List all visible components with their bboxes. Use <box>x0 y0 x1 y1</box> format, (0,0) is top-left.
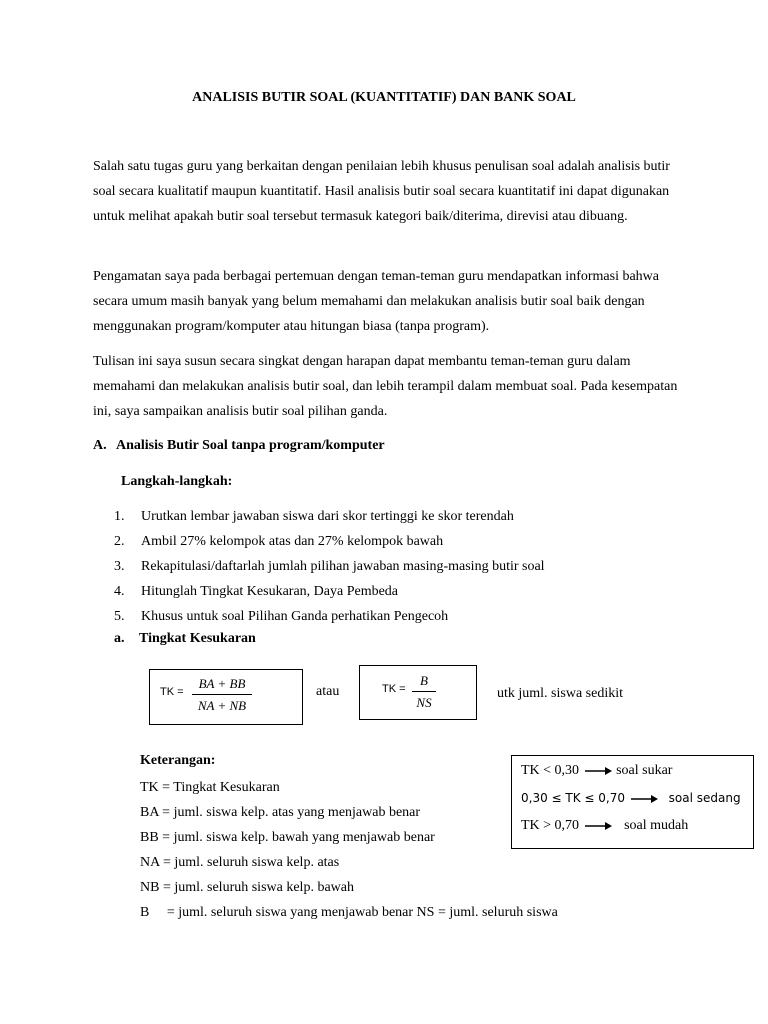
step-number: 5. <box>114 609 125 624</box>
document-title: ANALISIS BUTIR SOAL (KUANTITATIF) DAN BANK SOAL <box>192 90 576 105</box>
keterangan-heading: Keterangan: <box>140 753 216 768</box>
definitions-list <box>140 775 558 925</box>
formula-numerator: BA + BB <box>192 676 252 695</box>
criteria-condition: 0,30 ≤ TK ≤ 0,70 <box>521 791 626 805</box>
criteria-row <box>521 763 672 779</box>
criteria-box <box>511 755 754 849</box>
step-text: Khusus untuk soal Pilihan Ganda perhatikan Pengecoh <box>141 609 449 624</box>
formula-fraction <box>412 673 436 711</box>
arrow-right-icon <box>629 794 659 804</box>
criteria-row <box>521 791 741 805</box>
subsection-a-title: Tingkat Kesukaran <box>139 631 256 646</box>
formula-note: utk juml. siswa sedikit <box>497 686 623 701</box>
paragraph-observation: Pengamatan saya pada berbagai pertemuan dengan teman-teman guru mendapatkan informasi bahwa secara umum masih banyak yang belum memahami dan melakukan analisis butir soal baik dengan menggunakan program/komputer atau hitungan biasa (tanpa program). <box>93 269 659 334</box>
formula-fraction <box>192 676 252 714</box>
section-a-heading <box>93 438 385 454</box>
formula-box-group <box>149 669 303 725</box>
step-text: Hitunglah Tingkat Kesukaran, Daya Pembeda <box>141 584 399 599</box>
step-number: 2. <box>114 534 125 549</box>
list-item <box>93 529 545 554</box>
step-text: Ambil 27% kelompok atas dan 27% kelompok bawah <box>141 534 444 549</box>
list-item: TK = Tingkat Kesukaran <box>140 780 280 795</box>
step-text: Rekapitulasi/daftarlah jumlah pilihan jawaban masing-masing butir soal <box>141 559 545 574</box>
list-item: B = juml. seluruh siswa yang menjawab benar NS = juml. seluruh siswa <box>140 905 558 920</box>
criteria-condition: TK < 0,30 <box>521 763 580 778</box>
list-item: BA = juml. siswa kelp. atas yang menjawab benar <box>140 805 421 820</box>
formula-lhs: TK = <box>382 683 406 695</box>
criteria-row <box>521 818 688 834</box>
paragraph-purpose: Tulisan ini saya susun secara singkat dengan harapan dapat membantu teman-teman guru dalam memahami dan melakukan analisis butir soal, dan lebih terampil dalam membuat soal. Pada kesempatan ini, saya sampaikan analisis butir soal pilihan ganda. <box>93 354 678 419</box>
criteria-result: soal sukar <box>616 763 673 778</box>
arrow-right-icon <box>583 821 613 831</box>
formula-numerator: B <box>412 673 436 692</box>
formula-box-small <box>359 665 477 720</box>
list-item <box>93 504 545 529</box>
paragraph-intro: Salah satu tugas guru yang berkaitan dengan penilaian lebih khusus penulisan soal adalah analisis butir soal secara kualitatif maupun kuantitatif. Hasil analisis butir soal secara kuantitatif ini dapat digunakan untuk melihat apakah butir soal tersebut termasuk kategori baik/diterima, direvisi atau dibuang. <box>93 159 670 224</box>
formula-lhs: TK = <box>160 686 184 698</box>
section-a-label: A. <box>93 438 107 453</box>
step-text: Urutkan lembar jawaban siswa dari skor tertinggi ke skor terendah <box>141 509 514 524</box>
list-item <box>93 604 545 629</box>
step-number: 1. <box>114 509 125 524</box>
list-item <box>93 554 545 579</box>
list-item <box>93 579 545 604</box>
criteria-condition: TK > 0,70 <box>521 818 580 833</box>
steps-heading: Langkah-langkah: <box>121 474 233 489</box>
criteria-result: soal mudah <box>624 818 689 833</box>
step-number: 4. <box>114 584 125 599</box>
section-a-title: Analisis Butir Soal tanpa program/komputer <box>116 438 385 453</box>
list-item: NB = juml. seluruh siswa kelp. bawah <box>140 880 354 895</box>
arrow-right-icon <box>583 766 613 776</box>
formula-or-text: atau <box>316 684 340 699</box>
subsection-a-heading <box>114 631 256 647</box>
step-number: 3. <box>114 559 125 574</box>
steps-list <box>93 504 545 629</box>
formula-denominator: NS <box>416 695 432 710</box>
subsection-a-label: a. <box>114 631 125 646</box>
list-item: BB = juml. siswa kelp. bawah yang menjawab benar <box>140 830 435 845</box>
formula-denominator: NA + NB <box>197 698 247 713</box>
list-item: NA = juml. seluruh siswa kelp. atas <box>140 855 340 870</box>
criteria-result: soal sedang <box>668 791 741 805</box>
